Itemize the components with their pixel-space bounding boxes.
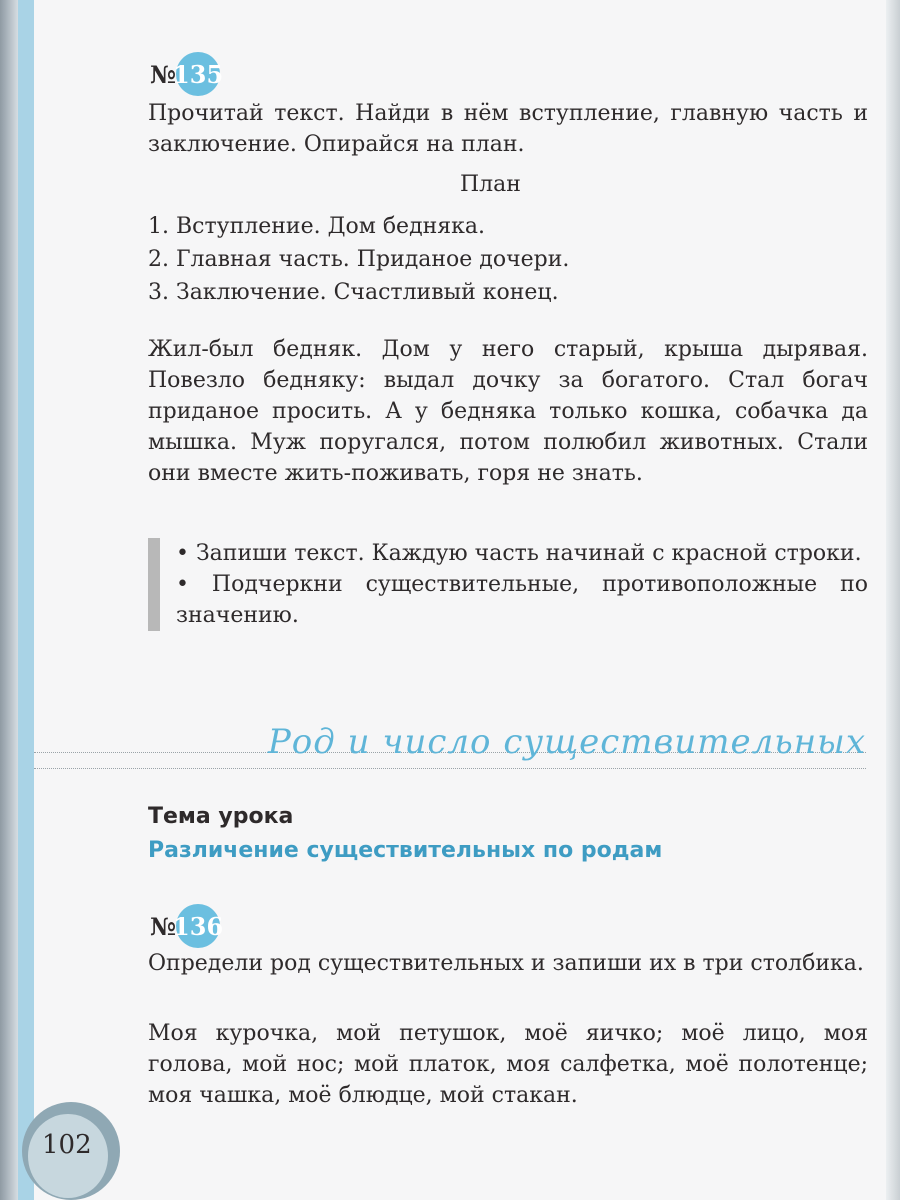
page-number: 102 — [42, 1130, 92, 1160]
plan-title: План — [460, 172, 521, 197]
instruction-text: Прочитай текст. Найди в нём вступление, главную часть и заключение. Опирайся на план. — [148, 101, 868, 157]
exercise-135-number — [150, 52, 224, 96]
lesson-topic-label: Тема урока — [148, 804, 294, 829]
number-sign: № — [150, 911, 177, 941]
story-text: Жил-был бедняк. Дом у него старый, крыша дырявая. Повезло бедняку: выдал дочку за богатого. Стал богач приданое просить. А у бедняка только кошка, собачка да мышка. Муж поругался, потом полюбил животных. Стали они вместе жить-поживать, горя не знать. — [148, 337, 868, 486]
tasks-box — [148, 538, 868, 631]
plan-item: 2. Главная часть. Приданое дочери. — [148, 247, 570, 272]
plan-item: 1. Вступление. Дом бедняка. — [148, 214, 486, 239]
exercise-number-badge: 135 — [176, 52, 220, 96]
page-spine-edge — [0, 0, 18, 1200]
task-item: • Подчеркни существительные, противоположные по значению. — [176, 572, 868, 628]
task-item: • Запиши текст. Каждую часть начинай с красной строки. — [176, 541, 862, 566]
exercise-135-instruction — [148, 98, 868, 160]
plan-item: 3. Заключение. Счастливый конец. — [148, 280, 559, 305]
lesson-topic-name: Различение существительных по родам — [148, 838, 663, 863]
margin-stripe — [18, 0, 34, 1200]
number-sign: № — [150, 59, 177, 89]
section-divider-bottom — [34, 768, 866, 769]
page-right-edge — [886, 0, 900, 1200]
exercise-136-words: Моя курочка, мой петушок, моё яичко; моё лицо, моя голова, мой нос; мой платок, моя салфетка, моё полотенце; моя чашка, моё блюдце, мой стакан. — [148, 1021, 868, 1108]
section-title: Род и число существительных — [267, 722, 866, 762]
exercise-number-badge: 136 — [176, 904, 220, 948]
plan-list — [148, 210, 569, 309]
exercise-136-instruction: Определи род существительных и запиши их в три столбика. — [148, 951, 864, 976]
exercise-136-number — [150, 904, 224, 948]
